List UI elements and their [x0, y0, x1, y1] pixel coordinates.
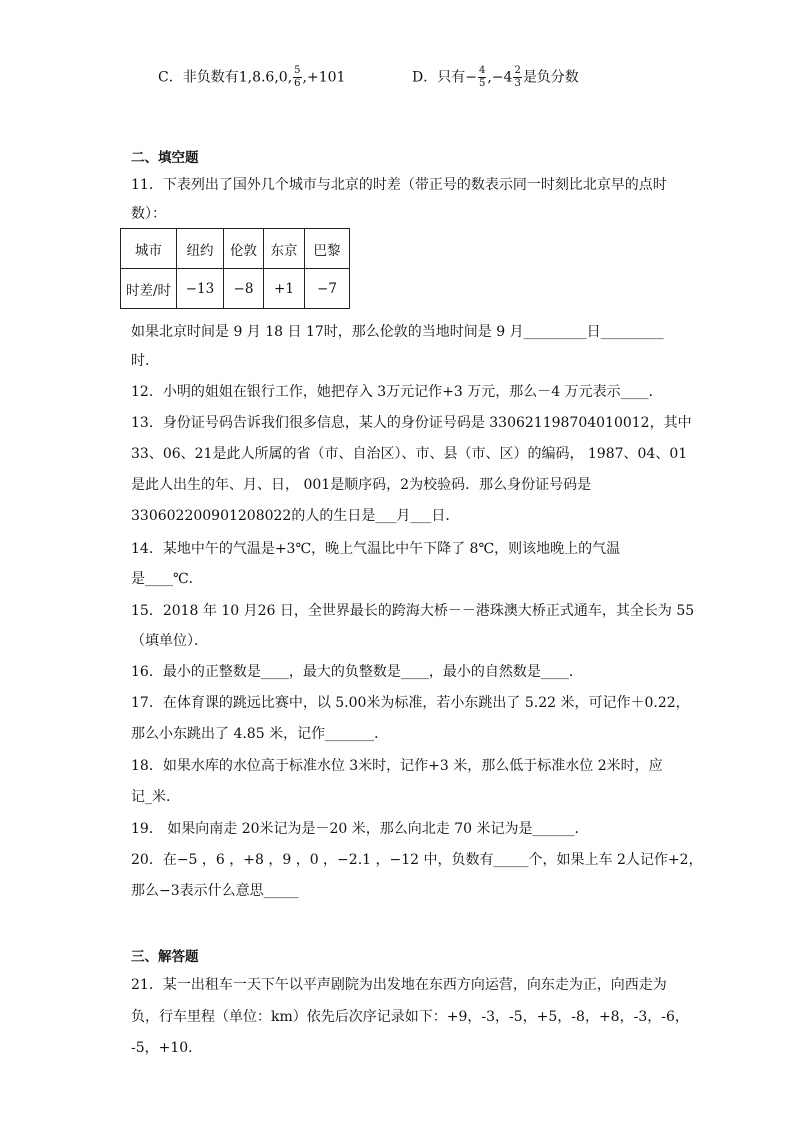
table-header-cell: 东京	[264, 229, 305, 269]
option-d-suffix: 是负分数	[522, 69, 579, 86]
q18-line-2: 记_米.	[131, 789, 171, 805]
table-cell: −8	[224, 269, 264, 309]
table-cell: +1	[264, 269, 305, 309]
q17-line-1: 17．在体育课的跳远比赛中，以 5.00米为标准，若小东跳出了 5.22 米，可记作＋0.22，	[131, 695, 690, 711]
table-row	[121, 269, 350, 309]
table-cell: −13	[177, 269, 224, 309]
option-c-label: C．非负数有1,8.6,0,	[158, 69, 293, 86]
table-header-cell: 巴黎	[305, 229, 350, 269]
q14-line-1: 14．某地中午的气温是+3℃，晚上气温比中午下降了 8℃，则该地晚上的气温	[131, 541, 621, 557]
table-row	[121, 229, 350, 269]
q21-line-2: 负，行车里程（单位：km）依先后次序记录如下：+9，-3，-5，+5，-8，+8，-3，-6，	[131, 1009, 689, 1025]
table-header-cell: 城市	[121, 229, 177, 269]
option-d-middle: ,−4	[487, 69, 513, 86]
q18-line-1: 18．如果水库的水位高于标准水位 3米时，记作+3 米，那么低于标准水位 2米时，应	[131, 758, 663, 774]
q11-line-2: 数）：	[131, 206, 166, 222]
q13-line-2: 33、06、21是此人所属的省（市、自治区）、市、县（市、区）的编码， 1987、04、01	[131, 446, 688, 462]
timezone-table	[120, 228, 350, 309]
table-header-cell: 纽约	[177, 229, 224, 269]
table-cell: 时差/时	[121, 269, 177, 309]
option-d-label: D．只有−	[412, 69, 477, 86]
fraction: $\frac{4}{5}$	[478, 65, 486, 89]
q13-line-4: 330602200901208022的人的生日是___月___日．	[131, 508, 460, 524]
q13-line-3: 是此人出生的年、月、日， 001是顺序码，2为校验码．那么身份证号码是	[131, 477, 592, 493]
q16-line: 16．最小的正整数是____，最大的负整数是____，最小的自然数是____．	[131, 664, 583, 680]
option-d	[412, 66, 579, 89]
q12-line: 12．小明的姐姐在银行工作，她把存入 3万元记作+3 万元，那么－4 万元表示____．	[131, 384, 663, 400]
q20-line-2: 那么−3表示什么意思_____	[131, 883, 299, 899]
q19-line: 19． 如果向南走 20米记为是－20 米，那么向北走 70 米记为是______．	[131, 821, 589, 837]
q13-line-1: 13．身份证号码告诉我们很多信息，某人的身份证号码是 330621198704010012，其中	[131, 415, 692, 431]
fraction: $\frac{5}{6}$	[294, 65, 301, 89]
option-c-suffix: ,+101	[302, 69, 346, 86]
q17-line-2: 那么小东跳出了 4.85 米，记作_______．	[131, 726, 389, 742]
q14-line-2: 是____℃．	[131, 571, 203, 587]
q11-line-4: 时．	[131, 353, 159, 369]
q15-line-2: （填单位）．	[131, 633, 208, 649]
fraction: $\frac{2}{3}$	[514, 65, 521, 89]
q20-line-1: 20．在−5 ，6 ，+8 ，9 ，0 ，−2.1 ，−12 中，负数有_____个，如果上车 2人记作+2，	[131, 852, 703, 868]
q21-line-3: -5，+10．	[131, 1040, 203, 1056]
q11-line-3: 如果北京时间是 9 月 18 日 17时，那么伦敦的当地时间是 9 月_________日_________	[131, 324, 664, 340]
q21-line-1: 21．某一出租车一天下午以平声剧院为出发地在东西方向运营，向东走为正，向西走为	[131, 977, 667, 993]
table-cell: −7	[305, 269, 350, 309]
q15-line-1: 15．2018 年 10 月26 日，全世界最长的跨海大桥－－港珠澳大桥正式通车，其全长为 55	[131, 603, 695, 619]
q11-line-1: 11．下表列出了国外几个城市与北京的时差（带正号的数表示同一时刻比北京早的点时	[131, 177, 667, 193]
section-title-fill-in: 二、填空题	[131, 150, 199, 166]
section-title-solve: 三、解答题	[131, 949, 199, 965]
option-c	[158, 66, 345, 89]
table-header-cell: 伦敦	[224, 229, 264, 269]
